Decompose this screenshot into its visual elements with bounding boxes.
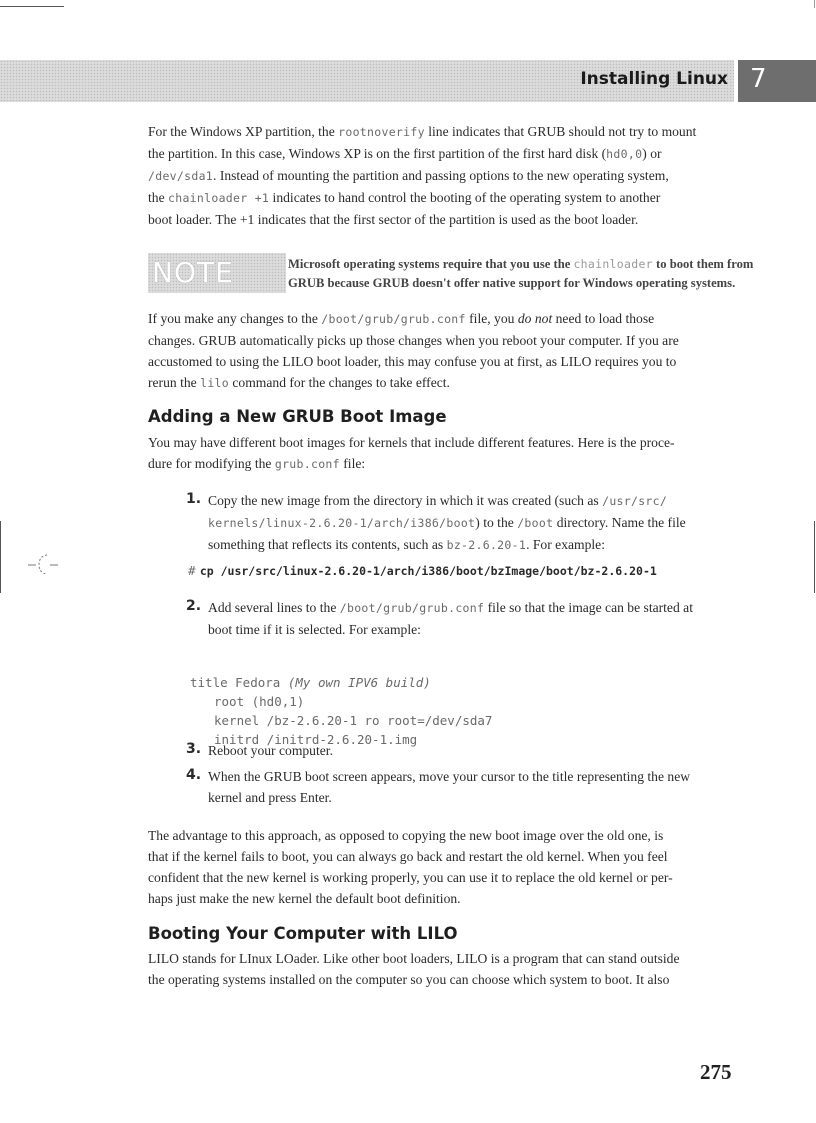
step-3-text: Reboot your computer.	[208, 743, 333, 758]
paragraph-lilo: LILO stands for LInux LOader. Like other boot loaders, LILO is a program that can stand outside the operating systems installed on the computer so you can choose which system to boot. It also	[148, 951, 680, 987]
section-heading-lilo: Booting Your Computer with LILO	[148, 924, 458, 943]
paragraph-grub-conf-changes: If you make any changes to the /boot/grub/grub.conf file, you do not need to load those changes. GRUB automatically picks up those changes when you reboot your computer. If you are accustomed to using the LILO boot loader, this may confuse you at first, as LILO requires you to rerun the lilo command for the changes to take effect.	[148, 311, 679, 390]
step-number: 3.	[186, 741, 202, 757]
note-label: NOTE	[152, 256, 234, 289]
page-number: 275	[700, 1060, 732, 1084]
section-intro: You may have different boot images for kernels that include different features. Here is the proce- dure for modifying the grub.conf file:	[148, 435, 675, 471]
step-number: 1.	[186, 491, 202, 507]
step-1-text: Copy the new image from the directory in which it was created (such as /usr/src/ kernels/linux-2.6.20-1/arch/i386/boot) to the /boot directory. Name the file something that reflects its contents, such as bz-2.6.20-1. For example:	[208, 493, 686, 552]
crop-mark-icon	[28, 553, 58, 575]
top-rule	[0, 6, 64, 7]
note-badge	[148, 253, 286, 293]
right-margin-rule	[814, 521, 815, 593]
right-edge-rule	[814, 0, 815, 8]
note-text: Microsoft operating systems require that you use the chainloader to boot them from GRUB because GRUB doesn't offer native support for Windows operating systems.	[288, 257, 754, 290]
step-4-text: When the GRUB boot screen appears, move your cursor to the title representing the new kernel and press Enter.	[208, 769, 691, 805]
left-margin-rule	[0, 521, 1, 593]
step-2-code-block: title Fedora (My own IPV6 build) root (hd0,1) kernel /bz-2.6.20-1 ro root=/dev/sda7 initrd /initrd-2.6.20-1.img	[190, 675, 493, 747]
chapter-number: 7	[750, 64, 767, 94]
step-1-code: # cp /usr/src/linux-2.6.20-1/arch/i386/boot/bzImage/boot/bz-2.6.20-1	[188, 563, 657, 578]
step-2-text: Add several lines to the /boot/grub/grub.conf file so that the image can be started at boot time if it is selected. For example:	[208, 600, 693, 637]
paragraph-advantage: The advantage to this approach, as opposed to copying the new boot image over the old one, is that if the kernel fails to boot, you can always go back and restart the old kernel. When you feel confident that the new kernel is working properly, you can use it to replace the old kernel or per- haps just make the new kernel the default boot definition.	[148, 828, 673, 906]
section-heading-grub-boot-image: Adding a New GRUB Boot Image	[148, 407, 447, 426]
chapter-number-tab	[738, 60, 816, 102]
chapter-title: Installing Linux	[580, 69, 728, 89]
step-number: 2.	[186, 598, 202, 614]
paragraph-grub-windows: For the Windows XP partition, the rootnoverify line indicates that GRUB should not try to mount the partition. In this case, Windows XP is on the first partition of the first hard disk (hd0,0) or /dev/sda1. Instead of mounting the partition and passing options to the new operating system, the chainloader +1 indicates to hand control the booting of the operating system to another boot loader. The +1 indicates that the first sector of the partition is used as the boot loader.	[148, 124, 697, 227]
step-number: 4.	[186, 767, 202, 783]
